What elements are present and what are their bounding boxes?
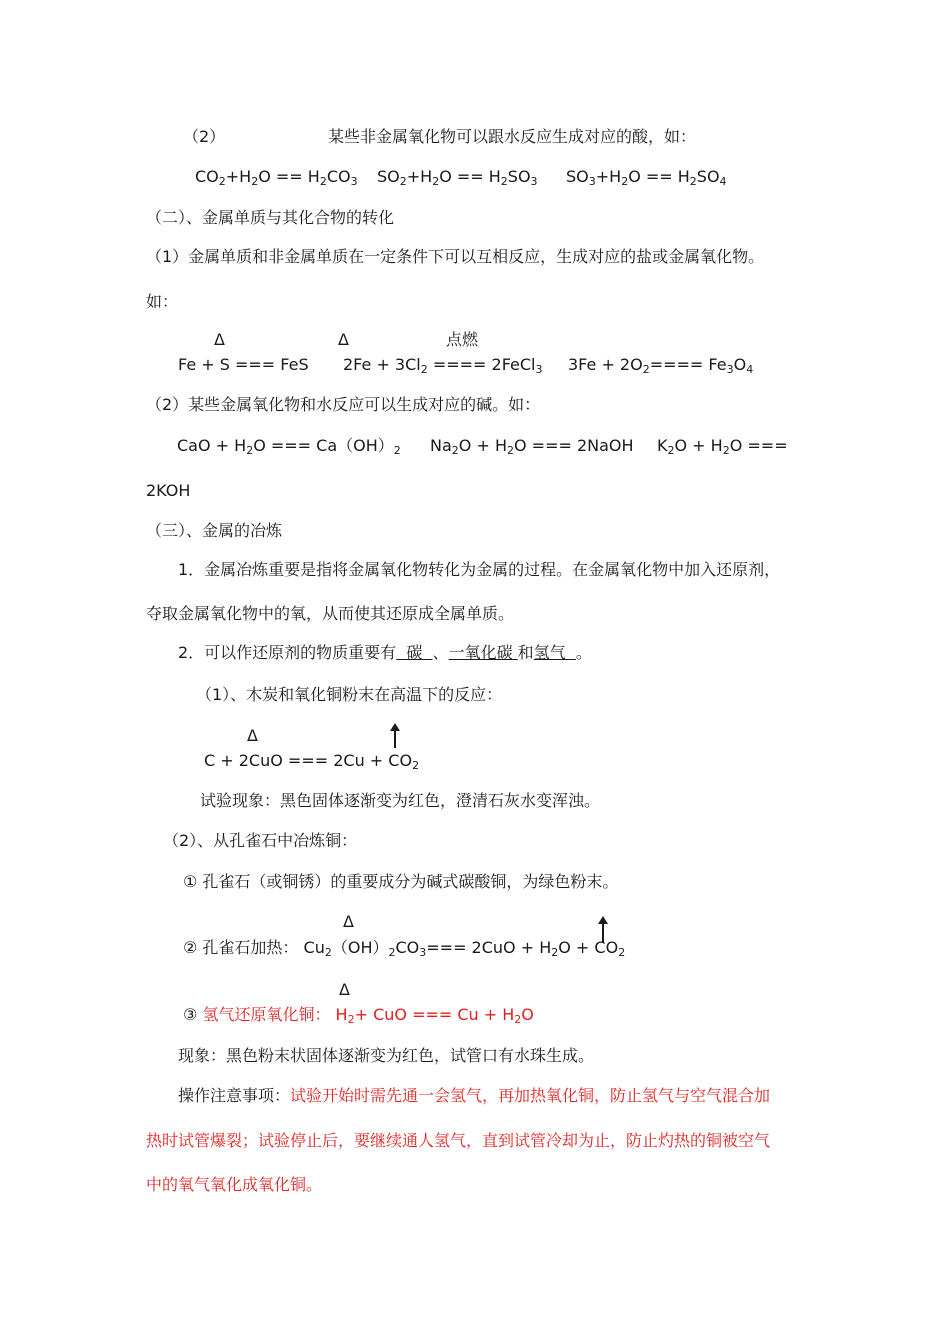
- equation-cao-water: CaO + $H_2O$ === $Ca(OH)_2$: [177, 436, 401, 457]
- equation-fe-cl2: $2Fe + 3Cl_2$ ==== 2FeCl$_3$: [343, 355, 543, 376]
- note-line-2: 热时试管爆裂；试验停止后，要继续通人氢气，直到试管冷却为止，防止灼热的铜被空气: [146, 1131, 771, 1150]
- equation-so2-water: $SO_2+H_2O == H_2SO_3$: [377, 167, 538, 188]
- item-hydrogen-reduction: ③ 氢气还原氧化铜： $H_2+$ CuO === $Cu + H_2O$: [183, 1005, 534, 1026]
- paragraph-such-as: 如：: [146, 292, 179, 311]
- item-malachite-composition: ① 孔雀石（或铜锈）的重要成分为碱式碳酸铜，为绿色粉末。: [183, 872, 619, 891]
- condition-heat-1: Δ: [214, 330, 225, 349]
- note-line-1: 操作注意事项：试验开始时需先通一会氢气，再加热氧化铜，防止氢气与空气混合加: [178, 1086, 771, 1105]
- paragraph-metal-nonmetal: （1）金属单质和非金属单质在一定条件下可以互相反应，生成对应的盐或金属氧化物。: [146, 247, 765, 266]
- blank-hydrogen: 氢气: [533, 643, 566, 662]
- acid-text: 某些非金属氧化物可以跟水反应生成对应的酸，如：: [328, 127, 697, 146]
- observation-2: 现象：黑色粉末状固体逐渐变为红色，试管口有水珠生成。: [178, 1046, 595, 1065]
- equation-fe-s: Fe + S === FeS: [178, 355, 309, 374]
- note-line-3: 中的氧气氧化成氧化铜。: [146, 1175, 323, 1194]
- condition-ignite: 点燃: [446, 330, 479, 349]
- observation-1: 试验现象：黑色固体逐渐变为红色，澄清石灰水变浑浊。: [200, 791, 601, 810]
- blank-carbon: 碳: [406, 643, 423, 662]
- gas-up-arrow-1: [394, 730, 396, 748]
- section-heading-smelting: （三）、金属的冶炼: [146, 521, 283, 540]
- condition-heat-2: Δ: [338, 330, 349, 349]
- subheading-charcoal-cuo: （1）、木炭和氧化铜粉末在高温下的反应：: [196, 685, 503, 704]
- subheading-malachite: （2）、从孔雀石中冶炼铜：: [163, 831, 358, 850]
- equation-fe-o2: $3Fe + 2O_2==== Fe_3O_4$: [568, 355, 754, 376]
- equation-k2o-product: 2KOH: [146, 481, 191, 500]
- paragraph-smelting-1b: 夺取金属氧化物中的氧，从而使其还原成全属单质。: [146, 604, 515, 623]
- section-heading-metal-conversion: （二）、金属单质与其化合物的转化: [146, 208, 395, 227]
- paragraph-reducing-agents: 2．可以作还原剂的物质重要有 碳 、一氧化碳 和氢气 。: [178, 643, 592, 662]
- equation-malachite: $Cu_2(OH)_2CO_3=== 2CuO + H_2O + CO_2$: [303, 938, 626, 959]
- equation-so3-water: $SO_3+H_2O == H_2SO_4$: [566, 167, 727, 188]
- equation-na2o-water: $Na_2O + H_2O$ === 2NaOH: [430, 436, 634, 457]
- equation-k2o-water: $K_2O + H_2O$ ===: [657, 436, 788, 457]
- condition-heat-malachite: Δ: [343, 912, 354, 931]
- item-malachite-heat: ② 孔雀石加热： $Cu_2(OH)_2CO_3=== 2CuO + H_2O + CO_2$: [183, 938, 626, 959]
- condition-heat-h2: Δ: [339, 980, 350, 999]
- acid-label: （2）: [183, 127, 226, 146]
- paragraph-metal-oxide-water: （2）某些金属氧化物和水反应可以生成对应的碱。如：: [146, 395, 541, 414]
- paragraph-smelting-1a: 1．金属冶炼重要是指将金属氧化物转化为金属的过程。在金属氧化物中加入还原剂，: [178, 560, 781, 579]
- equation-co2-water: $CO_2+H_2O == H_2CO_3$: [195, 167, 358, 188]
- equation-h2-cuo: $H_2+$ CuO === $Cu + H_2O$: [335, 1005, 534, 1026]
- equation-c-cuo: C + 2CuO === $2Cu + CO_2$: [204, 751, 420, 772]
- condition-heat-c: Δ: [247, 726, 258, 745]
- blank-carbon-monoxide: 一氧化碳: [448, 643, 513, 662]
